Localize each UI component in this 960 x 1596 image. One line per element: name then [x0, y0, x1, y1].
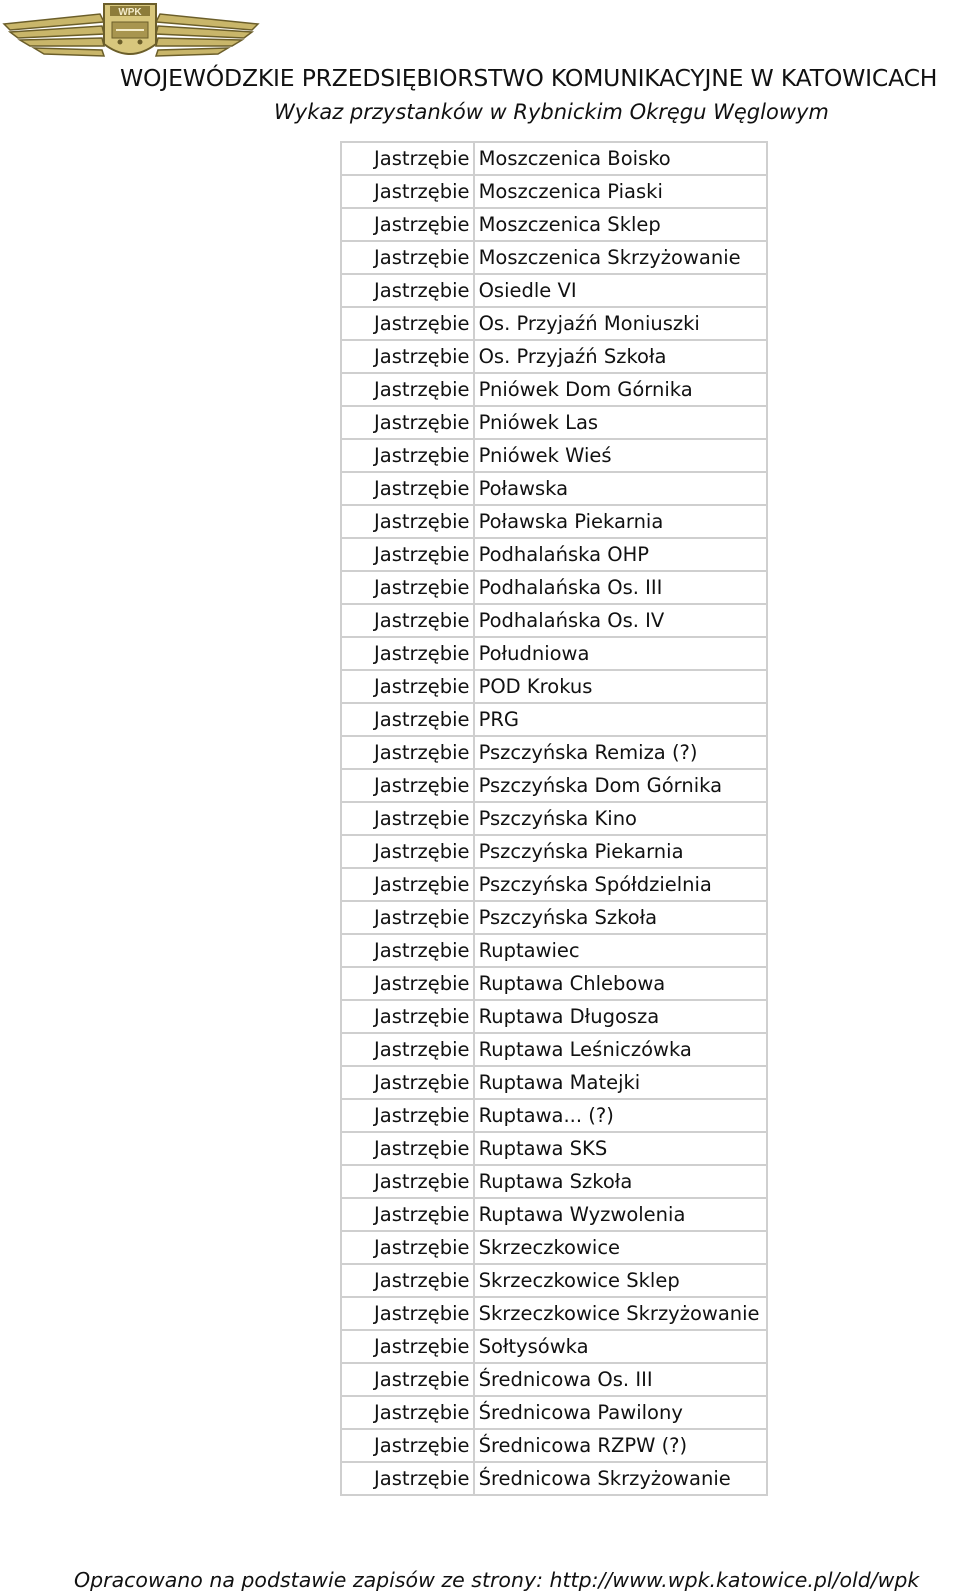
city-cell: Jastrzębie — [341, 307, 474, 340]
table-row — [341, 736, 767, 769]
stop-name-cell: Skrzeczkowice Skrzyżowanie — [474, 1297, 767, 1330]
city-cell: Jastrzębie — [341, 703, 474, 736]
page-subtitle: Wykaz przystanków w Rybnickim Okręgu Węglowym — [274, 100, 829, 124]
city-cell: Jastrzębie — [341, 142, 474, 175]
table-row — [341, 1330, 767, 1363]
city-cell: Jastrzębie — [341, 1033, 474, 1066]
stop-name-cell: Poławska Piekarnia — [474, 505, 767, 538]
table-row — [341, 769, 767, 802]
city-cell: Jastrzębie — [341, 637, 474, 670]
stop-name-cell: Moszczenica Skrzyżowanie — [474, 241, 767, 274]
city-cell: Jastrzębie — [341, 1000, 474, 1033]
wpk-logo-icon — [0, 0, 262, 64]
stop-name-cell: Średnicowa Os. III — [474, 1363, 767, 1396]
city-cell: Jastrzębie — [341, 472, 474, 505]
table-row — [341, 802, 767, 835]
city-cell: Jastrzębie — [341, 1396, 474, 1429]
table-row — [341, 439, 767, 472]
city-cell: Jastrzębie — [341, 1132, 474, 1165]
table-row — [341, 1396, 767, 1429]
stop-name-cell: Pszczyńska Dom Górnika — [474, 769, 767, 802]
table-row — [341, 967, 767, 1000]
stop-name-cell: Poławska — [474, 472, 767, 505]
city-cell: Jastrzębie — [341, 802, 474, 835]
city-cell: Jastrzębie — [341, 175, 474, 208]
stop-name-cell: Pszczyńska Spółdzielnia — [474, 868, 767, 901]
table-row — [341, 472, 767, 505]
table-row — [341, 670, 767, 703]
city-cell: Jastrzębie — [341, 1198, 474, 1231]
stop-name-cell: Pszczyńska Szkoła — [474, 901, 767, 934]
city-cell: Jastrzębie — [341, 868, 474, 901]
table-row — [341, 538, 767, 571]
table-row — [341, 835, 767, 868]
stop-name-cell: Południowa — [474, 637, 767, 670]
table-row — [341, 1297, 767, 1330]
table-row — [341, 901, 767, 934]
city-cell: Jastrzębie — [341, 505, 474, 538]
table-row — [341, 1165, 767, 1198]
stop-name-cell: Skrzeczkowice Sklep — [474, 1264, 767, 1297]
stop-name-cell: Pniówek Wieś — [474, 439, 767, 472]
city-cell: Jastrzębie — [341, 1066, 474, 1099]
table-row — [341, 373, 767, 406]
stop-name-cell: Podhalańska Os. III — [474, 571, 767, 604]
table-row — [341, 208, 767, 241]
stop-name-cell: Pniówek Dom Górnika — [474, 373, 767, 406]
city-cell: Jastrzębie — [341, 571, 474, 604]
stop-name-cell: Ruptawa SKS — [474, 1132, 767, 1165]
stop-name-cell: Os. Przyjaźń Moniuszki — [474, 307, 767, 340]
stops-table-body — [341, 142, 767, 1495]
stop-name-cell: Średnicowa Skrzyżowanie — [474, 1462, 767, 1495]
city-cell: Jastrzębie — [341, 736, 474, 769]
stop-name-cell: PRG — [474, 703, 767, 736]
table-row — [341, 703, 767, 736]
stop-name-cell: Pszczyńska Piekarnia — [474, 835, 767, 868]
stop-name-cell: POD Krokus — [474, 670, 767, 703]
stop-name-cell: Moszczenica Boisko — [474, 142, 767, 175]
city-cell: Jastrzębie — [341, 835, 474, 868]
stop-name-cell: Średnicowa Pawilony — [474, 1396, 767, 1429]
table-row — [341, 340, 767, 373]
table-row — [341, 1000, 767, 1033]
city-cell: Jastrzębie — [341, 274, 474, 307]
city-cell: Jastrzębie — [341, 439, 474, 472]
city-cell: Jastrzębie — [341, 604, 474, 637]
city-cell: Jastrzębie — [341, 1165, 474, 1198]
table-row — [341, 1099, 767, 1132]
stop-name-cell: Pszczyńska Remiza (?) — [474, 736, 767, 769]
stop-name-cell: Ruptawa Chlebowa — [474, 967, 767, 1000]
city-cell: Jastrzębie — [341, 373, 474, 406]
city-cell: Jastrzębie — [341, 967, 474, 1000]
table-row — [341, 571, 767, 604]
stop-name-cell: Ruptawiec — [474, 934, 767, 967]
stop-name-cell: Ruptawa Leśniczówka — [474, 1033, 767, 1066]
city-cell: Jastrzębie — [341, 1330, 474, 1363]
page-title: WOJEWÓDZKIE PRZEDSIĘBIORSTWO KOMUNIKACYJNE W KATOWICACH — [120, 64, 938, 92]
table-row — [341, 934, 767, 967]
city-cell: Jastrzębie — [341, 1462, 474, 1495]
table-row — [341, 1066, 767, 1099]
stop-name-cell: Sołtysówka — [474, 1330, 767, 1363]
table-row — [341, 1429, 767, 1462]
city-cell: Jastrzębie — [341, 538, 474, 571]
table-row — [341, 505, 767, 538]
stop-name-cell: Moszczenica Piaski — [474, 175, 767, 208]
stop-name-cell: Ruptawa... (?) — [474, 1099, 767, 1132]
city-cell: Jastrzębie — [341, 1363, 474, 1396]
stop-name-cell: Średnicowa RZPW (?) — [474, 1429, 767, 1462]
table-row — [341, 142, 767, 175]
city-cell: Jastrzębie — [341, 1429, 474, 1462]
city-cell: Jastrzębie — [341, 934, 474, 967]
table-row — [341, 1132, 767, 1165]
table-row — [341, 1363, 767, 1396]
table-row — [341, 868, 767, 901]
city-cell: Jastrzębie — [341, 241, 474, 274]
table-row — [341, 604, 767, 637]
stop-name-cell: Podhalańska Os. IV — [474, 604, 767, 637]
footer-note: Opracowano na podstawie zapisów ze strony: http://www.wpk.katowice.pl/old/wpk — [74, 1568, 920, 1592]
city-cell: Jastrzębie — [341, 340, 474, 373]
stop-name-cell: Podhalańska OHP — [474, 538, 767, 571]
stops-table — [340, 141, 768, 1496]
stop-name-cell: Osiedle VI — [474, 274, 767, 307]
table-row — [341, 1462, 767, 1495]
city-cell: Jastrzębie — [341, 1264, 474, 1297]
stop-name-cell: Ruptawa Długosza — [474, 1000, 767, 1033]
table-row — [341, 1264, 767, 1297]
table-row — [341, 175, 767, 208]
stop-name-cell: Ruptawa Szkoła — [474, 1165, 767, 1198]
stop-name-cell: Ruptawa Matejki — [474, 1066, 767, 1099]
city-cell: Jastrzębie — [341, 1099, 474, 1132]
city-cell: Jastrzębie — [341, 1297, 474, 1330]
stop-name-cell: Ruptawa Wyzwolenia — [474, 1198, 767, 1231]
table-row — [341, 637, 767, 670]
svg-text:WPK: WPK — [118, 7, 142, 18]
city-cell: Jastrzębie — [341, 670, 474, 703]
table-row — [341, 241, 767, 274]
table-row — [341, 1198, 767, 1231]
stop-name-cell: Moszczenica Sklep — [474, 208, 767, 241]
city-cell: Jastrzębie — [341, 208, 474, 241]
stop-name-cell: Pszczyńska Kino — [474, 802, 767, 835]
stop-name-cell: Os. Przyjaźń Szkoła — [474, 340, 767, 373]
stop-name-cell: Skrzeczkowice — [474, 1231, 767, 1264]
city-cell: Jastrzębie — [341, 406, 474, 439]
table-row — [341, 307, 767, 340]
city-cell: Jastrzębie — [341, 901, 474, 934]
city-cell: Jastrzębie — [341, 769, 474, 802]
table-row — [341, 274, 767, 307]
table-row — [341, 1231, 767, 1264]
table-row — [341, 1033, 767, 1066]
city-cell: Jastrzębie — [341, 1231, 474, 1264]
table-row — [341, 406, 767, 439]
stop-name-cell: Pniówek Las — [474, 406, 767, 439]
